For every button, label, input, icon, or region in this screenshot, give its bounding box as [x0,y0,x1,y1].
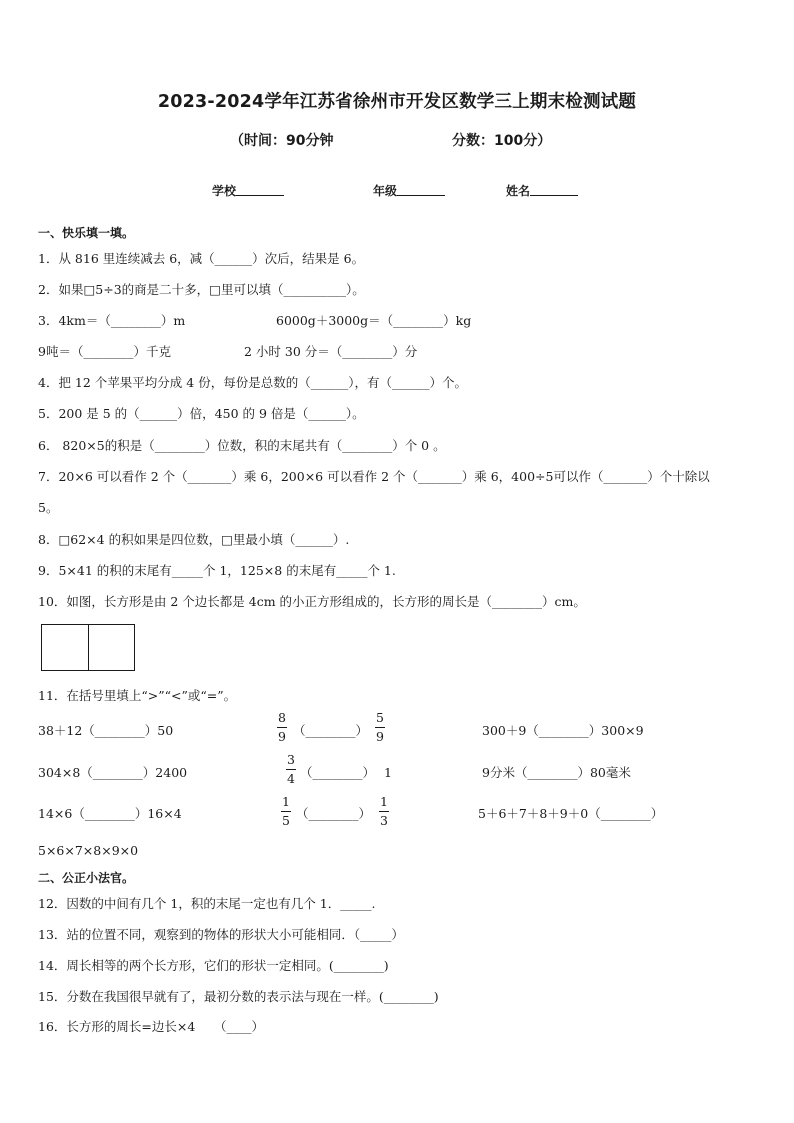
fraction-bar [286,769,296,770]
fraction-bar [281,811,291,812]
compare-r2c1: 304×8（________）2400 [38,765,188,780]
fraction-numerator: 3 [287,752,295,767]
name-label: 姓名 [506,184,531,198]
question-3c: 9吨＝（________）千克 [38,344,171,359]
question-3a: 3．4km＝（________）m [38,313,186,328]
question-3d: 2 小时 30 分＝（________）分 [244,344,418,359]
fraction-numerator: 1 [380,794,388,809]
question-3b: 6000g＋3000g＝（________）kg [276,313,472,328]
question-6: 6． 820×5的积是（________）位数，积的末尾共有（________）个 0 。 [38,438,446,453]
name-field [506,182,578,199]
question-1: 1．从 816 里连续减去 6，减（______）次后，结果是 6。 [38,251,365,266]
compare-r1c3: 300＋9（________）300×9 [482,723,644,738]
square-divider [88,625,89,670]
compare-r1c2-blank[interactable]: （________） [293,723,369,738]
compare-r3c3: 5＋6＋7＋8＋9＋0（________） [478,806,664,821]
grade-blank[interactable] [397,183,445,196]
compare-r1c1: 38＋12（________）50 [38,723,174,738]
fraction-1-5 [280,795,292,828]
question-5: 5．200 是 5 的（______）倍，450 的 9 倍是（______）。 [38,406,365,421]
compare-r3c1: 14×6（________）16×4 [38,806,182,821]
question-8: 8．□62×4 的积如果是四位数，□里最小填（______）. [38,532,350,547]
fraction-numerator: 5 [376,710,384,725]
question-2: 2．如果□5÷3的商是二十多，□里可以填（__________）。 [38,282,365,297]
section-2-title: 二、公正小法官。 [38,871,135,885]
fraction-numerator: 8 [278,710,286,725]
question-7-cont: 5。 [38,500,59,515]
compare-r2c2-blank[interactable]: （________） [300,765,376,780]
fraction-denominator: 9 [376,729,384,744]
compare-r4c1: 5×6×7×8×9×0 [38,843,139,858]
fraction-5-9 [374,711,386,744]
question-10: 10．如图，长方形是由 2 个边长都是 4cm 的小正方形组成的，长方形的周长是（________）cm。 [38,594,586,609]
grade-label: 年级 [373,184,398,198]
question-14: 14．周长相等的两个长方形，它们的形状一定相同。(________) [38,958,389,973]
compare-r2c3: 9分米（________）80毫米 [482,765,631,780]
question-4: 4．把 12 个苹果平均分成 4 份，每份是总数的（______），有（______）个。 [38,375,467,390]
section-1-title: 一、快乐填一填。 [38,226,135,240]
question-12: 12．因数的中间有几个 1，积的末尾一定也有几个 1．_____. [38,896,376,911]
page-title: 2023-2024学年江苏省徐州市开发区数学三上期末检测试题 [157,92,637,112]
fraction-1-3 [378,795,390,828]
fraction-denominator: 5 [282,813,290,828]
question-13: 13．站的位置不同，观察到的物体的形状大小可能相同．（_____） [38,927,404,942]
question-7: 7．20×6 可以看作 2 个（_______）乘 6，200×6 可以看作 2 个（_______）乘 6，400÷5可以作（_______）个十除以 [38,469,710,484]
school-label: 学校 [212,184,237,198]
question-11: 11．在括号里填上“>”“<”或“=”。 [38,688,237,703]
school-blank[interactable] [236,183,284,196]
compare-r2c2-right: 1 [384,765,392,780]
fraction-denominator: 3 [380,813,388,828]
fraction-bar [375,727,385,728]
fraction-denominator: 4 [287,771,295,786]
question-9: 9．5×41 的积的末尾有_____个 1，125×8 的末尾有_____个 1. [38,563,396,578]
question-15: 15．分数在我国很早就有了，最初分数的表示法与现在一样。(________) [38,989,439,1004]
rectangle-figure [41,624,135,671]
exam-score: 分数：100分） [452,133,552,149]
name-blank[interactable] [530,183,578,196]
fraction-denominator: 9 [278,729,286,744]
fraction-bar [277,727,287,728]
school-field [212,182,284,199]
fraction-8-9 [276,711,288,744]
compare-r3c2-blank[interactable]: （________） [296,806,372,821]
grade-field [373,182,445,199]
fraction-numerator: 1 [282,794,290,809]
fraction-3-4 [285,753,297,786]
fraction-bar [379,811,389,812]
question-16: 16．长方形的周长=边长×4 （____） [38,1019,265,1034]
exam-time: （时间：90分钟 [230,133,334,149]
